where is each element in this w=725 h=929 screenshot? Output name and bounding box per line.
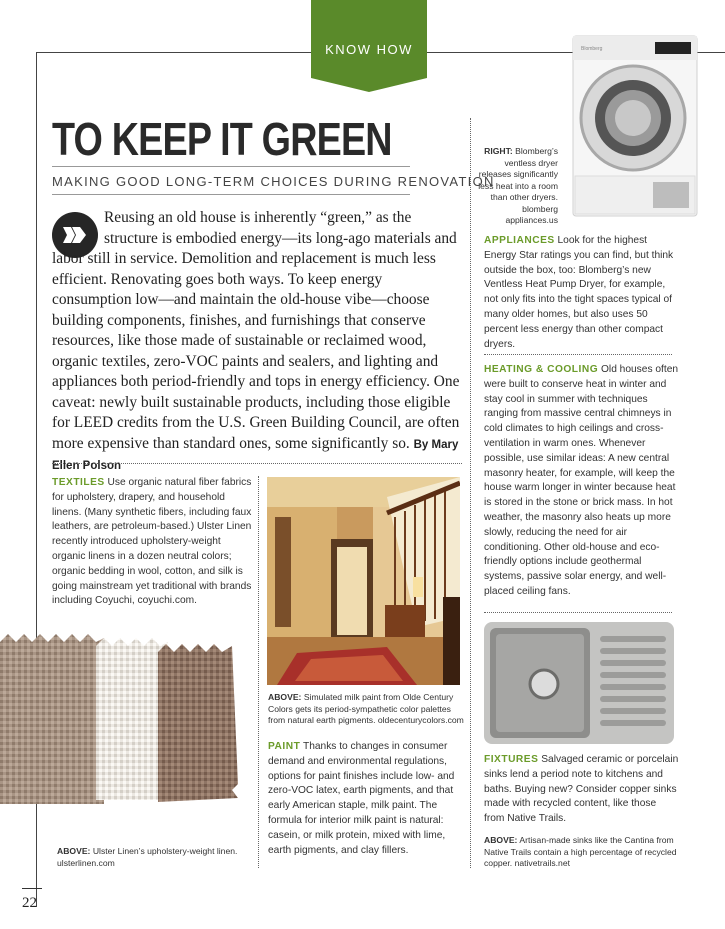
textiles-text: Use organic natural fiber fabrics for upholstery, drapery, and household linens. (Many synthetic fibers, including faux leathers, are petroleum-based.) Ulster Linen recently introduced upholstery-weight organic linens in a dozen neutral colors; organic bedding in wool, cotton, and silk is going mainstream yet traditional with brands including Coyuchi, coyuchi.com. <box>52 477 252 607</box>
page-title: TO KEEP IT GREEN <box>52 113 392 165</box>
appliances-section <box>484 234 679 352</box>
appliances-divider <box>484 354 672 355</box>
paint-caption-text: Simulated milk paint from Olde Century Colors gets its period-sympathetic color palettes from natural earth pigments. oldecenturycolors.com <box>268 692 464 725</box>
textiles-heading: TEXTILES <box>52 477 105 488</box>
section-banner <box>311 0 427 92</box>
linen-caption-label: ABOVE: <box>57 846 91 856</box>
linen-caption-text: Ulster Linen’s upholstery-weight linen. ulsterlinen.com <box>57 846 238 868</box>
subtitle-rule <box>52 194 410 195</box>
dryer-caption-text: Blomberg’s ventless dryer releases significantly less heat into a room than other dryers. blomberg appliances.us <box>478 146 558 225</box>
column-divider <box>470 118 471 868</box>
sink-image <box>484 622 674 744</box>
dryer-brand: Blomberg <box>581 46 603 52</box>
appliances-text: Look for the highest Energy Star ratings you can find, but think outside the box, too: Blomberg’s new Ventless Heat Pump Dryer, for example, not only fits into the tight spaces typical of many older homes, but also uses 50 percent less energy than other compact dryers. <box>484 235 674 350</box>
heating-divider <box>484 612 672 613</box>
paint-text: Thanks to changes in consumer demand and environmental regulations, options for paint finishes include low- and zero-VOC latex, earth pigments, and that early American staple, milk paint. The formula for interior milk paint is natural: casein, or milk protein, mixed with lime, earth pigments, and clay fillers. <box>268 741 455 856</box>
appliances-heading: APPLIANCES <box>484 235 555 246</box>
fixtures-text: Salvaged ceramic or porcelain sinks lend a period note to kitchens and baths. Buying new? Consider copper sinks made with recycled content, like those from Native Trails. <box>484 754 679 825</box>
dryer-caption <box>478 146 558 227</box>
page-subtitle: MAKING GOOD LONG-TERM CHOICES DURING RENOVATION <box>52 174 495 189</box>
linen-swatches-image <box>0 634 240 806</box>
page-number: 22 <box>22 895 37 911</box>
intro-divider <box>52 463 462 464</box>
paint-heading: PAINT <box>268 741 301 752</box>
paint-caption-label: ABOVE: <box>268 692 302 702</box>
hallway-paint-image <box>267 477 460 685</box>
section-label: KNOW HOW <box>325 42 413 57</box>
fixtures-heading: FIXTURES <box>484 754 539 765</box>
byline: By Mary Ellen Polson <box>52 438 459 472</box>
title-rule <box>52 166 410 167</box>
heating-section <box>484 363 679 600</box>
linen-caption <box>57 846 247 869</box>
sink-caption <box>484 835 679 870</box>
fixtures-section <box>484 753 679 827</box>
paint-section <box>268 740 464 858</box>
intro-paragraph <box>52 208 462 477</box>
sink-caption-text: Artisan-made sinks like the Cantina from Native Trails contain a high percentage of recycled copper. nativetrails.net <box>484 835 677 868</box>
page-number-rule <box>22 888 42 889</box>
heating-text: Old houses often were built to conserve heat in winter and stay cool in summer with techniques ranging from massive central chimneys in cold climates to high ceilings and cross-ventilation in warm ones. Whenever possible, use similar ideas: A new central masonry heater, for example, will keep the house warm longer in winter because heat is stored in the stone or brick mass. In hot weather, the masonry also heats up more slowly, reducing the need for air conditioning. Other old-house and eco-friendly options include geothermal systems, passive solar energy, and well-placed ceiling fans. <box>484 364 679 597</box>
dryer-caption-label: RIGHT: <box>484 146 513 156</box>
intro-text: Reusing an old house is inherently “green,” as the structure is embodied energy—its long-ago materials and labor still in service. Demolition and replacement is much less efficient. Renovating goes both ways. To keep energy consumption low—and maintain the old-house vibe—choose building components, finishes, and furnishings that conserve resources, like those made of sustainable or reclaimed wood, organic textiles, zero-VOC paints and sealers, and lighting and appliances both period-friendly and tops in energy efficiency. One caveat: newly built sustainable products, including those eligible for LEED credits from the U.S. Green Building Council, are often more expensive than standard ones, some significantly so. <box>52 209 460 452</box>
sink-caption-label: ABOVE: <box>484 835 518 845</box>
heating-heading: HEATING & COOLING <box>484 364 599 375</box>
left-column-divider <box>258 476 259 868</box>
paint-caption <box>268 692 464 727</box>
dryer-image <box>571 34 699 218</box>
textiles-section <box>52 476 252 609</box>
